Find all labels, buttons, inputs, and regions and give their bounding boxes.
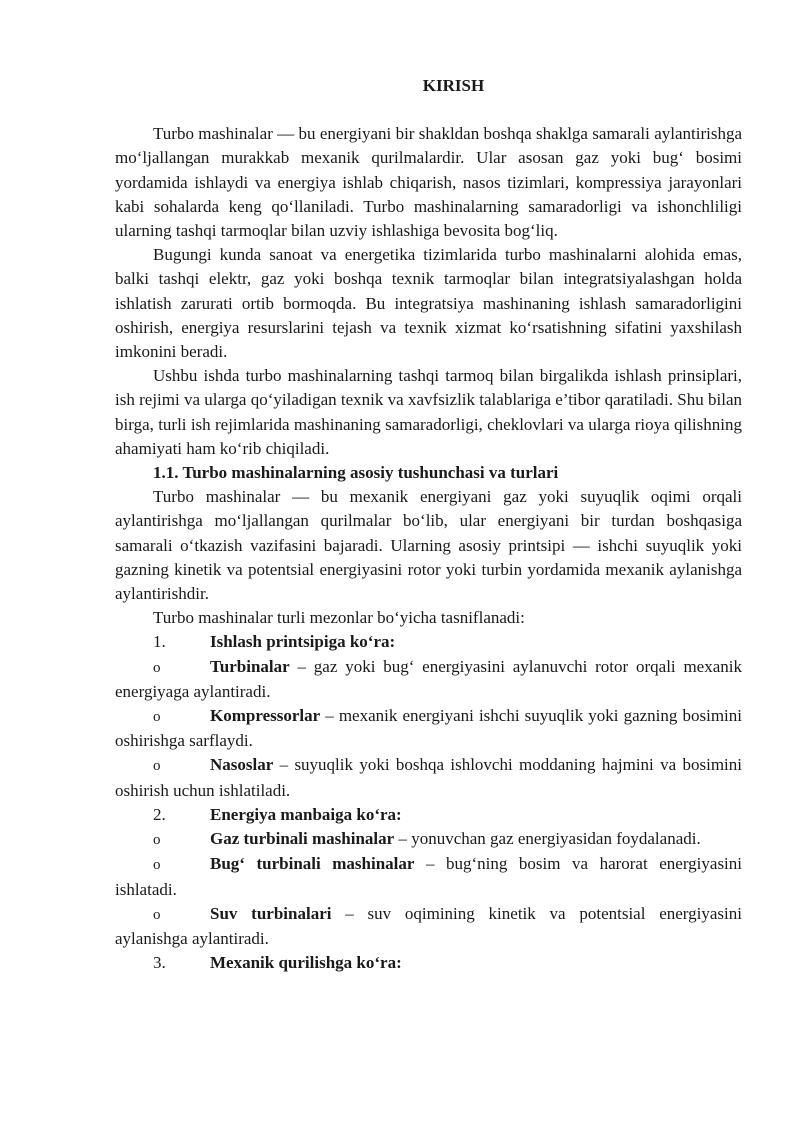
numbered-item-1: [115, 630, 742, 654]
bullet-term: Gaz turbinali mashinalar: [210, 829, 395, 849]
document-page: [115, 74, 742, 975]
bullet-item: [115, 704, 742, 753]
bullet-item: [115, 827, 742, 852]
bullet-marker: o: [153, 758, 161, 775]
intro-paragraph-3: Ushbu ishda turbo mashinalarning tashqi tarmoq bilan birgalikda ishlash prinsiplari, ish rejimi va ularga qo‘yiladigan texnik va xavfsizlik talablariga e’tibor qaratiladi. Shu bilan birga, turli ish rejimlarida mashinaning samaradorligi, cheklovlari va ularga rioya qilishning ahamiyati ham ko‘rib chiqiladi.: [115, 366, 742, 458]
bullet-text: – suyuqlik yoki boshqa ishlovchi moddaning hajmini va bosimini oshirish uchun ishlatiladi.: [115, 755, 742, 800]
bullet-marker: o: [153, 659, 161, 676]
classification-intro: Turbo mashinalar turli mezonlar bo‘yicha tasniflanadi:: [153, 608, 525, 628]
bullet-text: – mexanik energiyani ishchi suyuqlik yoki gazning bosimini oshirishga sarflaydi.: [115, 706, 742, 751]
bullet-term: Suv turbinalari: [210, 903, 332, 923]
item-number: 3.: [153, 953, 166, 973]
item-label: Mexanik qurilishga ko‘ra:: [210, 953, 402, 973]
bullet-term: Kompressorlar: [210, 706, 321, 726]
bullet-text: – gaz yoki bug‘ energiyasini aylanuvchi rotor orqali mexanik energiyaga aylantiradi.: [115, 656, 742, 701]
bullet-text: – suv oqimining kinetik va potentsial energiyasini aylanishga aylantiradi.: [115, 903, 742, 948]
bullet-item: [115, 902, 742, 951]
bullet-term: Turbinalar: [210, 656, 290, 676]
bullet-term: Bug‘ turbinali mashinalar: [210, 854, 415, 874]
intro-paragraph-1: Turbo mashinalar — bu energiyani bir shakldan boshqa shaklga samarali aylantirishga mo‘ljallangan murakkab mexanik qurilmalardir. Ular asosan gaz yoki bug‘ bosimi yordamida ishlaydi va energiya ishlab chiqarish, nasos tizimlari, kompressiya jarayonlari kabi sohalarda keng qo‘llaniladi. Turbo mashinalarning samaradorligi va ishonchliligi ularning tashqi tarmoqlar bilan uzviy ishlashiga bevosita bog‘liq.: [115, 124, 742, 241]
item-number: 1.: [153, 632, 166, 652]
section-heading: 1.1. Turbo mashinalarning asosiy tushunchasi va turlari: [153, 463, 559, 483]
section-paragraph: Turbo mashinalar — bu mexanik energiyani gaz yoki suyuqlik oqimi orqali aylantirishga mo‘ljallangan qurilmalar bo‘lib, ular energiyani bir turdan boshqasiga samarali o‘tkazish vazifasini bajaradi. Ularning asosiy printsipi — ishchi suyuqlik yoki gazning kinetik va potentsial energiyasini rotor yoki turbin yordamida mexanik aylanishga aylantirishdir.: [115, 487, 742, 604]
bullet-marker: o: [153, 709, 161, 726]
bullet-item: [115, 655, 742, 704]
item-label: Energiya manbaiga ko‘ra:: [210, 804, 402, 824]
bullet-text: – bug‘ning bosim va harorat energiyasini ishlatadi.: [115, 854, 743, 899]
bullet-marker: o: [153, 832, 161, 849]
document-title: KIRISH: [422, 76, 485, 95]
bullet-item: [115, 753, 742, 802]
bullet-marker: o: [153, 906, 161, 923]
bullet-text: – yonuvchan gaz energiyasidan foydalanadi.: [394, 829, 701, 849]
numbered-item-2: [115, 803, 742, 827]
item-number: 2.: [153, 804, 166, 824]
bullet-term: Nasoslar: [210, 755, 274, 775]
bullet-marker: o: [153, 857, 161, 874]
bullet-item: [115, 852, 742, 901]
numbered-item-3: [115, 951, 742, 975]
item-label: Ishlash printsipiga ko‘ra:: [210, 632, 396, 652]
intro-paragraph-2: Bugungi kunda sanoat va energetika tizimlarida turbo mashinalarni alohida emas, balki tashqi elektr, gaz yoki boshqa texnik tarmoqlar bilan integratsiyalashgan holda ishlatish zarurati ortib bormoqda. Bu integratsiya mashinaning ishlash samaradorligini oshirish, energiya resurslarini tejash va texnik xizmat ko‘rsatishning sifatini yaxshilash imkonini beradi.: [115, 245, 742, 362]
